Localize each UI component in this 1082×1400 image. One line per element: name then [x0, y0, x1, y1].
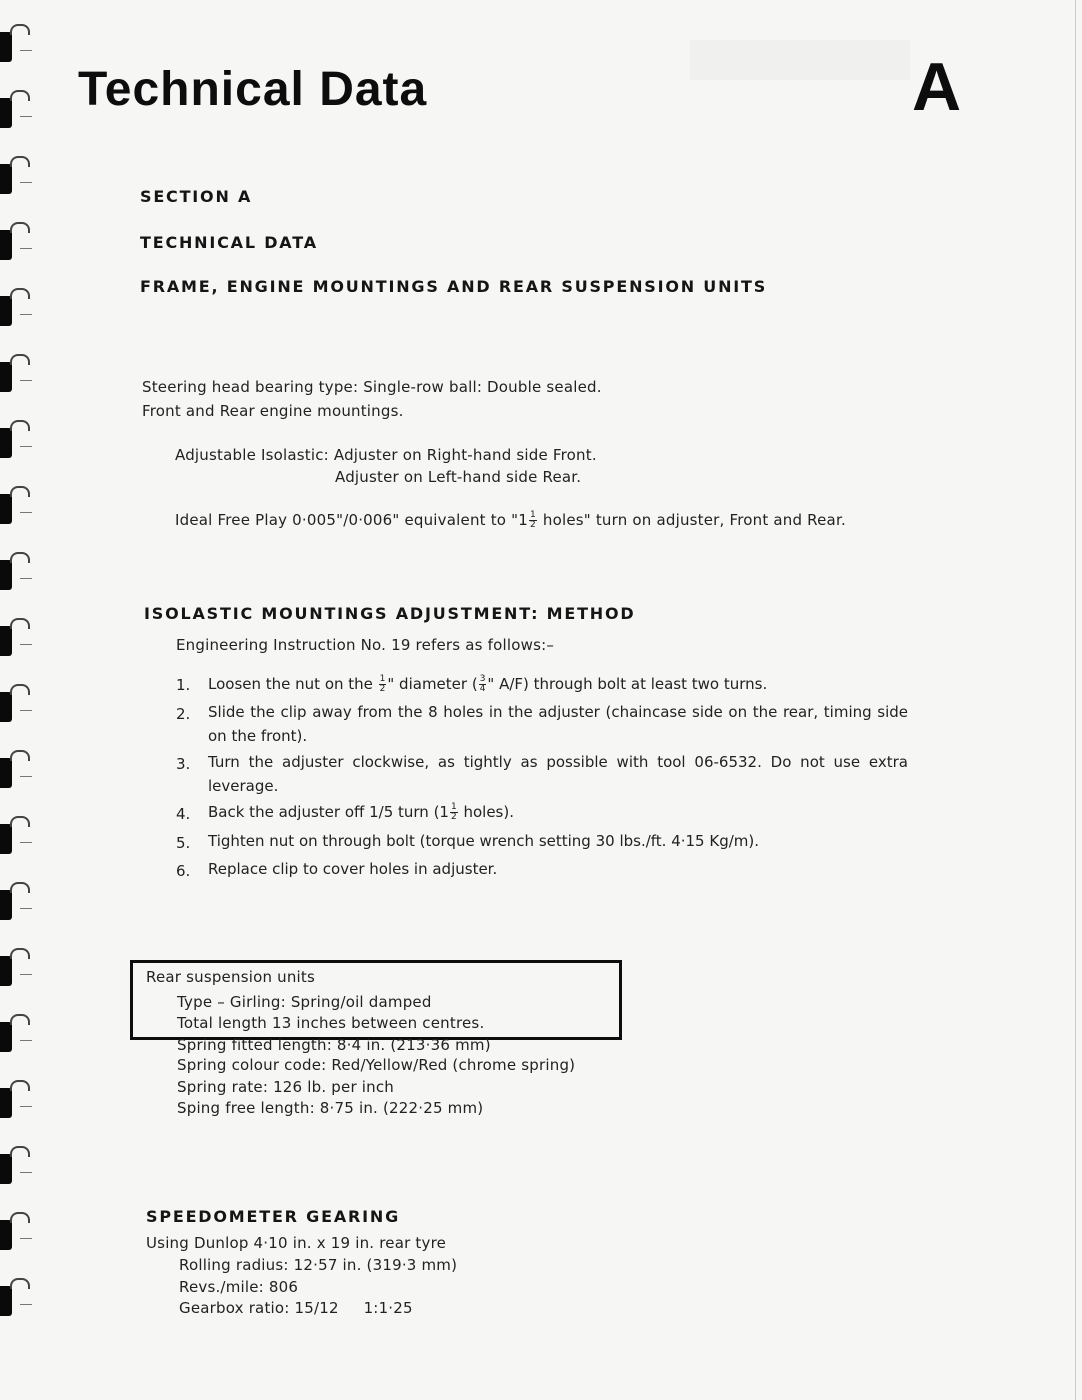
- binding-tick: [20, 710, 32, 711]
- binding-tick: [20, 314, 32, 315]
- binding-ring: [0, 428, 12, 458]
- binding-ring: [0, 560, 12, 590]
- half-fraction: $\frac{1}{2}$: [379, 674, 386, 694]
- binding-ring: [0, 296, 12, 326]
- binding-ring: [0, 1088, 12, 1118]
- suspension-type: Type – Girling: Spring/oil damped: [177, 993, 432, 1011]
- binding-ring: [0, 824, 12, 854]
- binding-tick: [20, 578, 32, 579]
- step-number: 4.: [176, 805, 191, 823]
- binding-ring: [0, 494, 12, 524]
- step-number: 2.: [176, 705, 191, 723]
- rolling-radius: Rolling radius: 12·57 in. (319·3 mm): [179, 1256, 458, 1274]
- bleed-through-shadow: [690, 40, 910, 80]
- half-fraction: $\frac{1}{2}$: [529, 510, 536, 530]
- binding-ring: [0, 164, 12, 194]
- binding-tick: [20, 1304, 32, 1305]
- page-edge: [1075, 0, 1076, 1400]
- speedometer-heading: SPEEDOMETER GEARING: [146, 1207, 401, 1226]
- three-quarter-fraction: $\frac{3}{4}$: [479, 674, 486, 694]
- spring-colour-code: Spring colour code: Red/Yellow/Red (chrome spring): [177, 1056, 576, 1074]
- binding-tick: [20, 512, 32, 513]
- binding-tick: [20, 644, 32, 645]
- revs-per-mile: Revs./mile: 806: [179, 1278, 299, 1296]
- page-title: Technical Data: [78, 63, 428, 116]
- step-number: 1.: [176, 676, 191, 694]
- binding-tick: [20, 116, 32, 117]
- binding-ring: [0, 626, 12, 656]
- step-number: 5.: [176, 834, 191, 852]
- binding-tick: [20, 50, 32, 51]
- binding-ring: [0, 98, 12, 128]
- technical-data-heading: TECHNICAL DATA: [140, 233, 318, 252]
- binding-ring: [0, 1220, 12, 1250]
- binding-tick: [20, 1040, 32, 1041]
- free-play-text: [175, 511, 846, 530]
- binding-tick: [20, 1106, 32, 1107]
- binding-tick: [20, 908, 32, 909]
- free-play-before: Ideal Free Play 0·005"/0·006" equivalent to "1: [175, 511, 528, 529]
- half-fraction: $\frac{1}{2}$: [450, 802, 457, 822]
- binding-tick: [20, 446, 32, 447]
- step-text: Tighten nut on through bolt (torque wrench setting 30 lbs./ft. 4·15 Kg/m).: [208, 832, 760, 850]
- binding-tick: [20, 842, 32, 843]
- adjustable-line-1: Adjustable Isolastic: Adjuster on Right-hand side Front.: [175, 446, 597, 464]
- free-play-after: holes" turn on adjuster, Front and Rear.: [537, 511, 846, 529]
- adjustable-line-2: Adjuster on Left-hand side Rear.: [335, 468, 582, 486]
- binding-tick: [20, 1238, 32, 1239]
- isolastic-intro: Engineering Instruction No. 19 refers as follows:–: [176, 636, 555, 654]
- step-number: 3.: [176, 755, 191, 773]
- binding-ring: [0, 890, 12, 920]
- binding-tick: [20, 248, 32, 249]
- rear-suspension-title: Rear suspension units: [146, 968, 316, 986]
- step-text: Loosen the nut on the $\frac{1}{2}$ " diameter ( $\frac{3}{4}$ " A/F) through bolt at least two turns.: [208, 674, 768, 694]
- step-text: Turn the adjuster clockwise, as tightly as possible with tool 06-6532. Do not use extra leverage.: [208, 753, 908, 795]
- binding-tick: [20, 1172, 32, 1173]
- section-heading: SECTION A: [140, 187, 253, 206]
- binding-ring: [0, 758, 12, 788]
- gearbox-ratio: Gearbox ratio: 15/12 1:1·25: [179, 1299, 413, 1317]
- binding-ring: [0, 1154, 12, 1184]
- mountings-text: Front and Rear engine mountings.: [142, 402, 404, 420]
- suspension-total-length: Total length 13 inches between centres.: [177, 1014, 485, 1032]
- spiral-binding: [0, 0, 40, 1400]
- spring-rate: Spring rate: 126 lb. per inch: [177, 1078, 395, 1096]
- spring-free-length: Sping free length: 8·75 in. (222·25 mm): [177, 1099, 484, 1117]
- step-text: Slide the clip away from the 8 holes in the adjuster (chaincase side on the rear, timing side on the front).: [208, 703, 908, 745]
- step-number: 6.: [176, 862, 191, 880]
- binding-ring: [0, 1022, 12, 1052]
- binding-ring: [0, 956, 12, 986]
- binding-tick: [20, 380, 32, 381]
- dunlop-tyre-text: Using Dunlop 4·10 in. x 19 in. rear tyre: [146, 1234, 447, 1252]
- section-letter: A: [912, 49, 962, 125]
- binding-ring: [0, 1286, 12, 1316]
- binding-ring: [0, 32, 12, 62]
- step-text: Back the adjuster off 1/5 turn (1 $\frac{1}{2}$ holes).: [208, 802, 514, 822]
- binding-tick: [20, 776, 32, 777]
- binding-tick: [20, 182, 32, 183]
- isolastic-heading: ISOLASTIC MOUNTINGS ADJUSTMENT: METHOD: [144, 604, 636, 623]
- binding-ring: [0, 692, 12, 722]
- steering-bearing-text: Steering head bearing type: Single-row ball: Double sealed.: [142, 378, 602, 396]
- step-text: Replace clip to cover holes in adjuster.: [208, 860, 498, 878]
- spring-fitted-length: Spring fitted length: 8·4 in. (213·36 mm): [177, 1036, 491, 1054]
- binding-ring: [0, 230, 12, 260]
- frame-heading: FRAME, ENGINE MOUNTINGS AND REAR SUSPENSION UNITS: [140, 277, 768, 296]
- binding-tick: [20, 974, 32, 975]
- binding-ring: [0, 362, 12, 392]
